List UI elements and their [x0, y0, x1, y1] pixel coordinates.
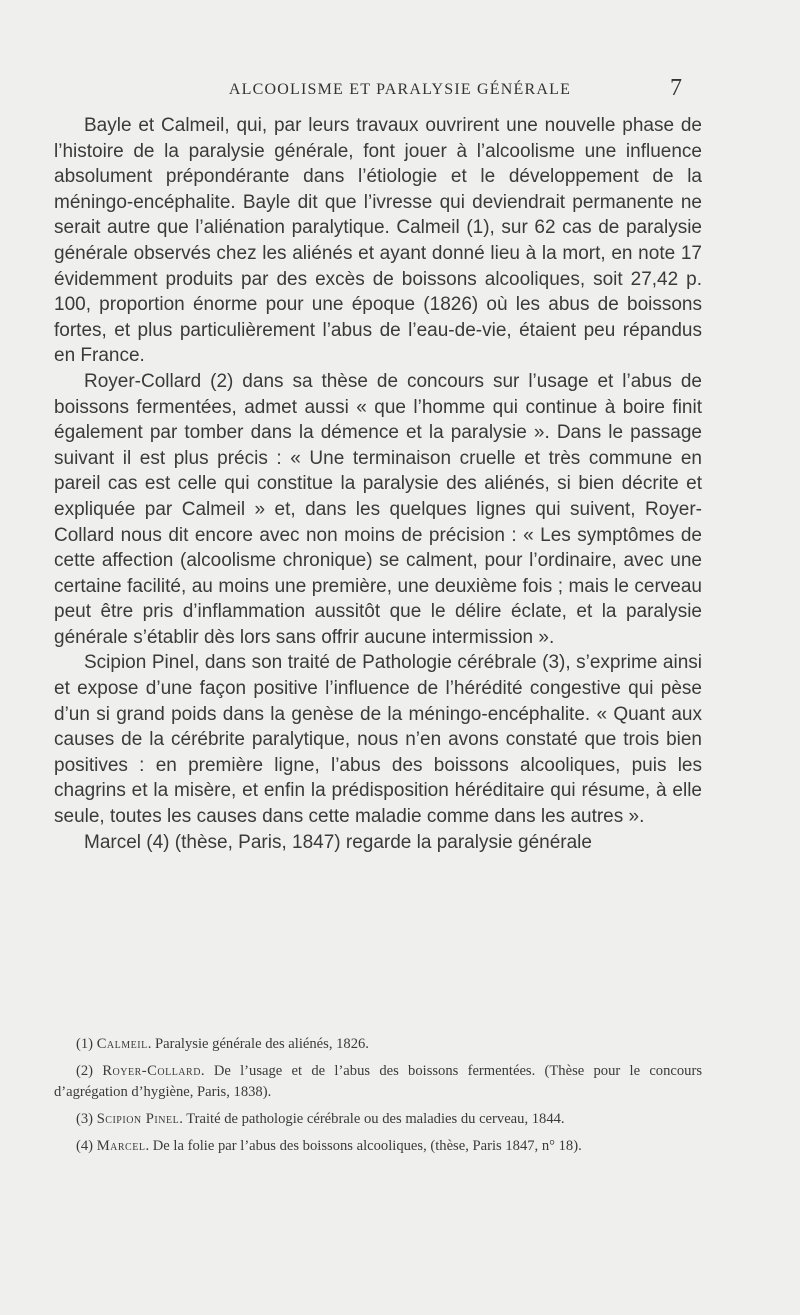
footnote [54, 1136, 702, 1157]
footnote-marker: (3) [76, 1111, 94, 1127]
footnote-text: . Paralysie générale des aliénés, 1826. [147, 1036, 369, 1052]
footnote [54, 1034, 702, 1055]
footnote-author: Scipion Pinel [96, 1111, 180, 1127]
footnote [54, 1109, 702, 1130]
footnote-author: Marcel [96, 1138, 146, 1154]
footnote-text: . De l’usage et de l’abus des boissons fermentées. (Thèse pour le concours d’agrégation d’hygiène, Paris, 1838). [54, 1063, 703, 1100]
footnote [54, 1061, 702, 1103]
footnote-marker: (2) [76, 1063, 94, 1079]
footnote-author: Royer-Collard [102, 1063, 201, 1079]
running-head: ALCOOLISME ET PARALYSIE GÉNÉRALE [228, 81, 572, 98]
footnote-marker: (1) [76, 1036, 94, 1052]
footnote-text: . Traité de pathologie cérébrale ou des maladies du cerveau, 1844. [179, 1111, 565, 1127]
footnote-author: Calmeil [96, 1036, 148, 1052]
body-text [54, 113, 702, 855]
footnotes [54, 1034, 702, 1163]
page-number: 7 [670, 75, 682, 101]
footnote-text: . De la folie par l’abus des boissons alcooliques, (thèse, Paris 1847, n° 18). [145, 1138, 582, 1154]
footnote-marker: (4) [76, 1138, 94, 1154]
paragraph: Bayle et Calmeil, qui, par leurs travaux ouvrirent une nouvelle phase de l’histoire de la paralysie générale, font jouer à l’alcoolisme une influence absolument prépondérante dans l’étiologie et le développement de la méningo-encéphalite. Bayle dit que l’ivresse qui deviendrait permanente ne serait autre que l’aliénation paralytique. Calmeil (1), sur 62 cas de paralysie générale observés chez les aliénés et ayant donné lieu à la mort, en note 17 évidemment produits par des excès de boissons alcooliques, soit 27,42 p. 100, proportion énorme pour une époque (1826) où les abus de boissons fortes, et plus particulièrement l’abus de l’eau-de-vie, étaient peu répandus en France. [54, 115, 702, 367]
paragraph: Scipion Pinel, dans son traité de Pathologie cérébrale (3), s’exprime ainsi et expose d’une façon positive l’influence de l’hérédité congestive qui pèse d’un si grand poids dans la genèse de la méningo-encéphalite. « Quant aux causes de la cérébrite paralytique, nous n’en avons constaté que trois bien positives : en première ligne, l’abus des boissons alcooliques, puis les chagrins et la misère, et enfin la prédisposition héréditaire qui résume, à elle seule, toutes les causes dans cette maladie comme dans les autres ». [54, 652, 702, 828]
page-header [0, 75, 800, 105]
paragraph: Marcel (4) (thèse, Paris, 1847) regarde la paralysie générale [84, 831, 592, 853]
paragraph: Royer-Collard (2) dans sa thèse de concours sur l’usage et l’abus de boissons fermentées, admet aussi « que l’homme qui continue à boire finit également par tomber dans la démence et la paralysie ». Dans le passage suivant il est plus précis : « Une terminaison cruelle et très commune en pareil cas est celle qui constitue la paralysie des aliénés, si bien décrite et expliquée par Calmeil » et, dans les quelques lignes qui suivent, Royer-Collard nous dit encore avec non moins de précision : « Les symptômes de cette affection (alcoolisme chronique) se calment, pour l’ordinaire, avec une certaine facilité, au moins une première, une deuxième fois ; mais le cerveau peut être pris d’inflammation aussitôt que le délire éclate, et la paralysie générale s’établir dès lors sans offrir aucune intermission ». [54, 370, 702, 648]
